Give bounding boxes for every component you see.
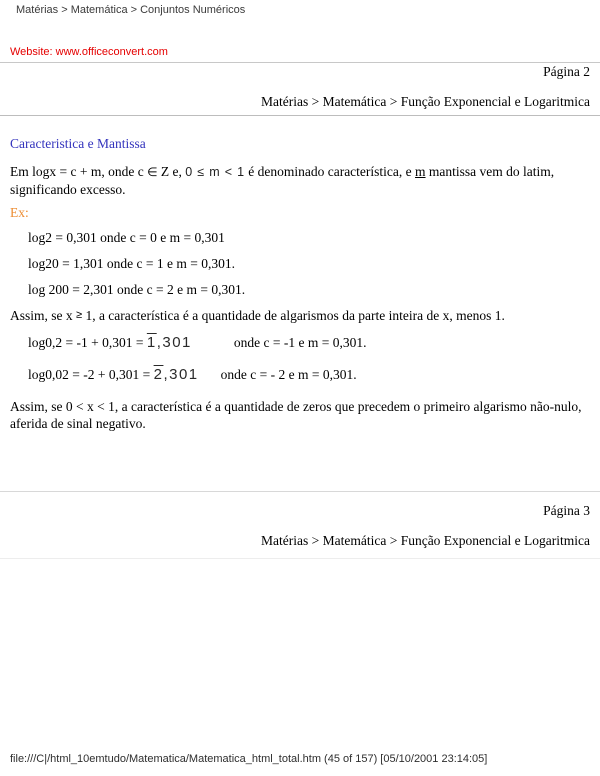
page3-breadcrumb: Matérias > Matemática > Função Exponencial e Logaritmica	[261, 533, 590, 548]
rule1-pre: Assim, se x	[10, 308, 77, 323]
element-of-symbol: ∈	[147, 165, 158, 179]
divider	[0, 62, 600, 63]
log-example-2: log20 = 1,301 onde c = 1 e m = 0,301.	[28, 256, 235, 271]
neg1-mantissa: ,301	[156, 334, 192, 351]
neg1-barred-number	[147, 334, 192, 351]
divider	[0, 491, 600, 492]
intro-post: mantissa vem do latim, significando excesso.	[10, 164, 555, 197]
divider	[0, 558, 600, 559]
page-number-3: Página 3	[543, 503, 590, 518]
neg2-lhs: log0,02 = -2 + 0,301 =	[28, 367, 154, 382]
rule-positive	[10, 307, 592, 324]
page-number-2: Página 2	[543, 64, 590, 79]
neg2-mantissa: ,301	[163, 366, 199, 383]
intro-set: Z e,	[157, 164, 182, 179]
rule-fractional: Assim, se 0 < x < 1, a característica é a quantidade de zeros que precedem o primeiro algarismo não-nulo, aferida de sinal negativo.	[10, 399, 582, 431]
divider	[0, 115, 600, 116]
log-example-1: log2 = 0,301 onde c = 0 e m = 0,301	[28, 230, 225, 245]
neg2-barred-number	[154, 366, 199, 383]
intro-mid: é denominado característica, e	[244, 164, 416, 179]
page2-breadcrumb: Matérias > Matemática > Função Exponencial e Logaritmica	[261, 94, 590, 109]
greater-equal-symbol: ≥	[76, 309, 83, 321]
negative-log-example-1	[28, 334, 366, 351]
file-path-footer: file:///C|/html_10emtudo/Matematica/Matematica_html_total.htm (45 of 157) [05/10/2001 23:14:05]	[10, 753, 488, 765]
inequality-expression: 0 ≤ m < 1	[185, 165, 245, 179]
neg1-rhs: onde c = -1 e m = 0,301.	[233, 335, 367, 350]
log-example-3: log 200 = 2,301 onde c = 2 e m = 0,301.	[28, 282, 246, 297]
neg2-bar-digit: 2	[153, 366, 164, 383]
section-heading: Caracteristica e Mantissa	[10, 136, 146, 151]
neg1-lhs: log0,2 = -1 + 0,301 =	[28, 335, 147, 350]
example-label: Ex:	[10, 205, 29, 220]
rule1-post: 1, a característica é a quantidade de algarismos da parte inteira de x, menos 1.	[82, 308, 505, 323]
breadcrumb: Matérias > Matemática > Conjuntos Numéricos	[16, 4, 246, 16]
intro-pre: Em logx = c + m, onde c	[10, 164, 148, 179]
mantissa-m: m	[415, 164, 426, 179]
website-link[interactable]: Website: www.officeconvert.com	[10, 46, 168, 58]
neg1-bar-digit: 1	[146, 334, 157, 351]
neg2-rhs: onde c = - 2 e m = 0,301.	[220, 367, 357, 382]
intro-paragraph	[10, 163, 592, 198]
negative-log-example-2	[28, 366, 357, 383]
